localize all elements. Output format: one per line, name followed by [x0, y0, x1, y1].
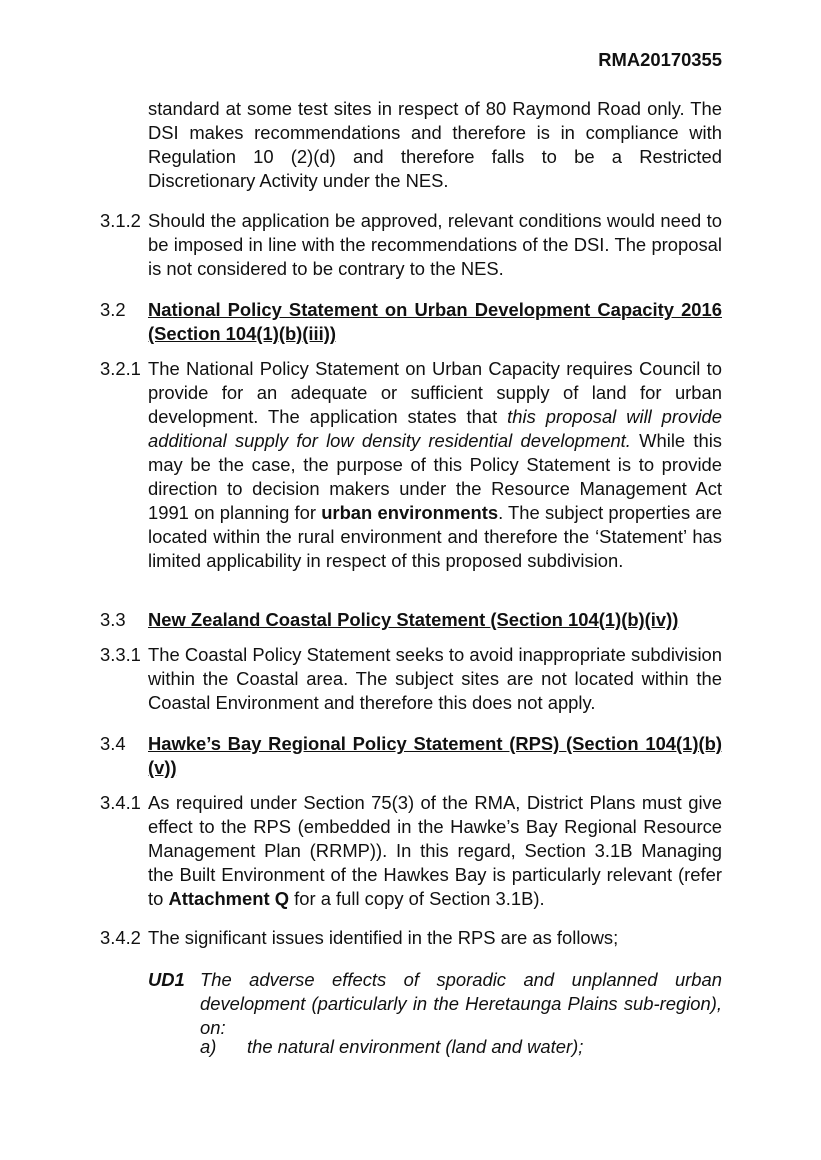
paragraph-text — [148, 791, 722, 911]
paragraph-text: Should the application be approved, relevant conditions would need to be imposed in line with the recommendations of the DSI. The proposal is not considered to be contrary to the NES. — [148, 210, 722, 279]
paragraph-number: 3.3.1 — [100, 644, 141, 665]
section-number: 3.3 — [100, 609, 126, 630]
quoted-italic-text: this proposal will provide additional supply for low density residential development. — [148, 406, 722, 451]
paragraph-text: The Coastal Policy Statement seeks to avoid inappropriate subdivision within the Coastal area. The subject sites are not located within the Coastal Environment and therefore this does not apply. — [148, 644, 722, 713]
text-run: As required under Section 75(3) of the RMA, District Plans must give effect to the RPS (embedded in the Hawke’s Bay Regional Resource Management Plan (RRMP)). In this regard, Section 3.1B Managing the Built Environment of the Hawkes Bay is particularly relevant (refer to — [148, 792, 722, 909]
text-run: While this may be the case, the purpose of this Policy Statement is to provide direction to decision makers under the Resource Management Act 1991 on planning for — [148, 430, 723, 523]
section-heading: New Zealand Coastal Policy Statement (Section 104(1)(b)(iv)) — [148, 609, 679, 630]
bold-term: urban environments — [321, 502, 499, 523]
intro-continuation-text: standard at some test sites in respect of 80 Raymond Road only. The DSI makes recommendations and therefore is in compliance with Regulation 10 (2)(d) and therefore falls to be a Restricted Discretionary Activity under the NES. — [148, 98, 722, 191]
section-heading: Hawke’s Bay Regional Policy Statement (RPS) (Section 104(1)(b)(v)) — [148, 733, 722, 778]
section-number: 3.2 — [100, 299, 126, 320]
bold-attachment-ref: Attachment Q — [168, 888, 290, 909]
issue-label: UD1 — [148, 969, 185, 990]
text-run: The National Policy Statement on Urban Capacity requires Council to provide for an adequate or sufficient supply of land for urban development. The application states that — [148, 358, 722, 427]
section-heading: National Policy Statement on Urban Development Capacity 2016 (Section 104(1)(b)(iii)) — [148, 299, 722, 344]
paragraph-number: 3.4.1 — [100, 792, 141, 813]
section-number: 3.4 — [100, 733, 126, 754]
text-run: for a full copy of Section 3.1B). — [289, 888, 545, 909]
paragraph-text: The significant issues identified in the RPS are as follows; — [148, 927, 619, 948]
text-run: . The subject properties are located within the rural environment and therefore the ‘Statement’ has limited applicability in respect of this proposed subdivision. — [148, 502, 722, 571]
paragraph-text — [148, 357, 722, 573]
issue-item-label: a) — [200, 1036, 217, 1057]
paragraph-number: 3.2.1 — [100, 358, 141, 379]
document-reference: RMA20170355 — [598, 49, 722, 70]
paragraph-number: 3.1.2 — [100, 210, 141, 231]
issue-text: The adverse effects of sporadic and unplanned urban development (particularly in the Heretaunga Plains sub-region), on: — [200, 969, 722, 1038]
paragraph-number: 3.4.2 — [100, 927, 141, 948]
issue-item-text: the natural environment (land and water); — [247, 1036, 584, 1057]
